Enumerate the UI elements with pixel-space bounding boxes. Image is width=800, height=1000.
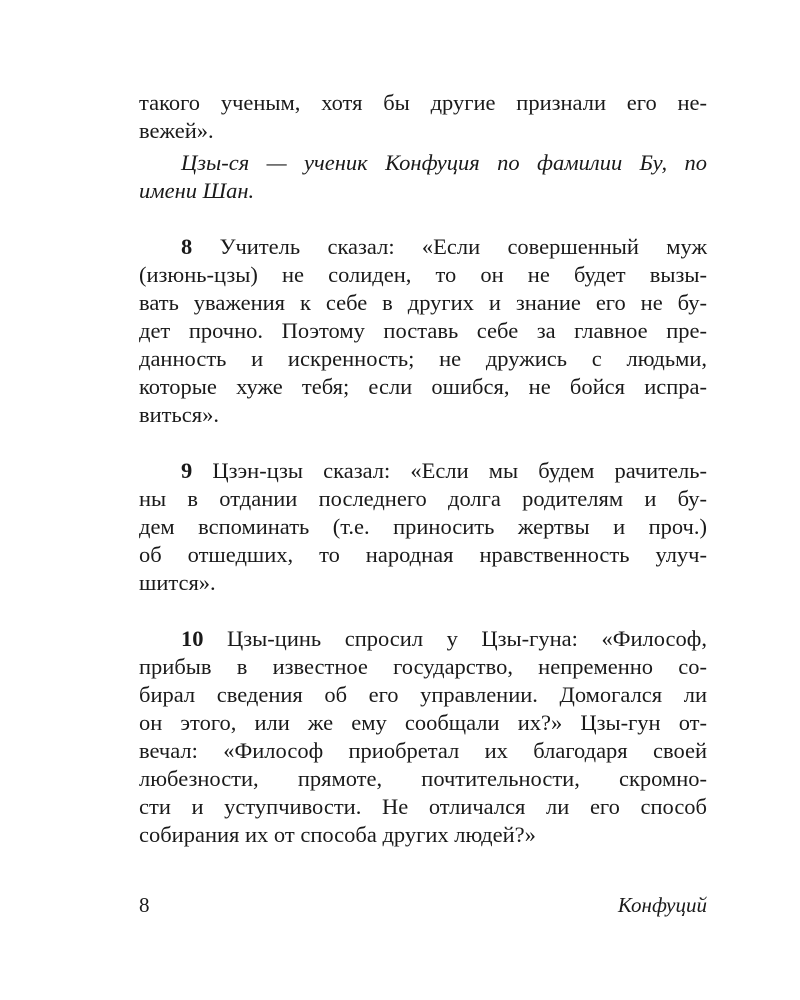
- page-number: 8: [139, 893, 150, 917]
- section-text: Учитель сказал: «Если совершенный муж: [219, 234, 708, 259]
- note-line: Цзы-ся — ученик Конфуция по фамилии Бу, по: [181, 150, 707, 175]
- body-text-line: любезности, прямоте, почтительности, скромно-: [139, 766, 707, 791]
- body-text-line: дет прочно. Поэтому поставь себе за главное пре-: [139, 318, 707, 343]
- body-text-line: данность и искренность; не дружись с людьми,: [139, 346, 707, 371]
- body-text-line: ны в отдании последнего долга родителям и бу-: [139, 486, 707, 511]
- body-text-line: бирал сведения об его управлении. Домогался ли: [139, 682, 707, 707]
- body-text-line: вечал: «Философ приобретал их благодаря своей: [139, 738, 707, 763]
- body-text-line: собирания их от способа других людей?»: [139, 822, 536, 847]
- running-title: Конфуций: [617, 893, 707, 917]
- body-text-line: прибыв в известное государство, непременно со-: [139, 654, 707, 679]
- body-text-line: сти и уступчивости. Не отличался ли его способ: [139, 794, 707, 819]
- body-text-line: такого ученым, хотя бы другие признали его не-: [139, 90, 707, 115]
- body-text-line: вать уважения к себе в других и знание его не бу-: [139, 290, 707, 315]
- section-9-first-line: [181, 457, 707, 485]
- body-text-line: об отшедших, то народная нравственность улуч-: [139, 542, 707, 567]
- body-text-line: виться».: [139, 402, 219, 427]
- body-text-line: которые хуже тебя; если ошибся, не бойся испра-: [139, 374, 707, 399]
- section-number: 9: [181, 458, 193, 483]
- body-text-line: (изюнь-цзы) не солиден, то он не будет вызы-: [139, 262, 707, 287]
- section-10-first-line: [181, 625, 707, 653]
- section-8-first-line: [181, 233, 707, 261]
- body-text-line: дем вспоминать (т.е. приносить жертвы и проч.): [139, 514, 707, 539]
- section-text: Цзэн-цзы сказал: «Если мы будем рачитель-: [212, 458, 708, 483]
- body-text-line: он этого, или же ему сообщали их?» Цзы-гун от-: [139, 710, 707, 735]
- note-line: имени Шан.: [139, 178, 255, 203]
- body-text-line: вежей».: [139, 118, 214, 143]
- section-number: 8: [181, 234, 193, 259]
- body-text-line: шится».: [139, 570, 216, 595]
- section-text: Цзы-цинь спросил у Цзы-гуна: «Философ,: [227, 626, 707, 651]
- section-number: 10: [181, 626, 204, 651]
